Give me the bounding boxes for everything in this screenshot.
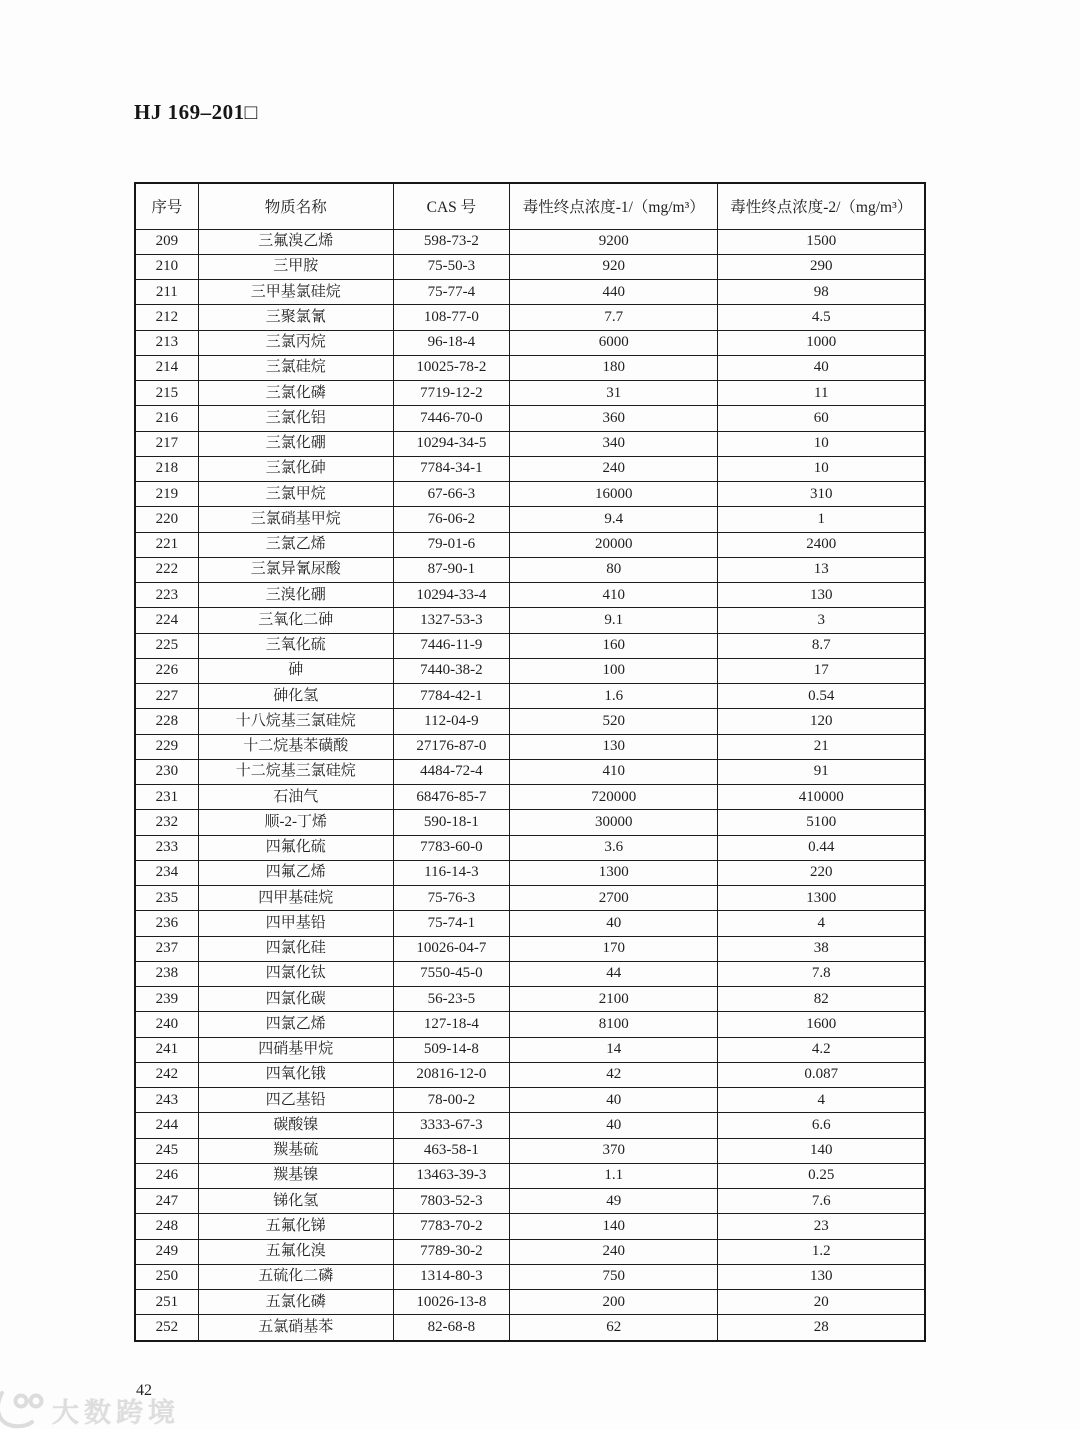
row-index-cell: 237 — [135, 936, 198, 961]
table-row — [135, 1037, 925, 1062]
substance-name-cell: 三氯硝基甲烷 — [198, 507, 393, 532]
substance-name-cell: 四硝基甲烷 — [198, 1037, 393, 1062]
cas-number-cell: 79-01-6 — [393, 532, 509, 557]
table-row — [135, 684, 925, 709]
row-index-cell: 235 — [135, 886, 198, 911]
toxicity-endpoint-2-cell: 91 — [718, 759, 925, 784]
row-index-cell: 220 — [135, 507, 198, 532]
cas-number-cell: 13463-39-3 — [393, 1163, 509, 1188]
toxicity-endpoint-2-cell: 0.087 — [718, 1062, 925, 1087]
substance-name-cell: 四氯化碳 — [198, 987, 393, 1012]
substance-name-cell: 三氧化硫 — [198, 633, 393, 658]
toxicity-endpoint-1-cell: 9.4 — [509, 507, 718, 532]
row-index-cell: 210 — [135, 254, 198, 279]
substance-name-cell: 五硫化二磷 — [198, 1264, 393, 1289]
toxicity-endpoint-1-cell: 2100 — [509, 987, 718, 1012]
row-index-cell: 224 — [135, 608, 198, 633]
toxicity-endpoint-2-cell: 4.5 — [718, 305, 925, 330]
substance-name-cell: 十八烷基三氯硅烷 — [198, 709, 393, 734]
toxicity-endpoint-2-cell: 310 — [718, 482, 925, 507]
row-index-cell: 229 — [135, 734, 198, 759]
row-index-cell: 245 — [135, 1138, 198, 1163]
toxicity-endpoint-2-cell: 0.25 — [718, 1163, 925, 1188]
toxicity-endpoint-1-cell: 3.6 — [509, 835, 718, 860]
row-index-cell: 244 — [135, 1113, 198, 1138]
row-index-cell: 221 — [135, 532, 198, 557]
cas-number-cell: 20816-12-0 — [393, 1062, 509, 1087]
substance-name-cell: 四氯乙烯 — [198, 1012, 393, 1037]
table-row — [135, 886, 925, 911]
row-index-cell: 241 — [135, 1037, 198, 1062]
cas-number-cell: 7550-45-0 — [393, 961, 509, 986]
toxicity-endpoint-2-cell: 130 — [718, 1264, 925, 1289]
row-index-cell: 227 — [135, 684, 198, 709]
cas-number-cell: 108-77-0 — [393, 305, 509, 330]
cas-number-cell: 598-73-2 — [393, 229, 509, 254]
substance-name-cell: 五氯化磷 — [198, 1290, 393, 1315]
substance-name-cell: 锑化氢 — [198, 1189, 393, 1214]
table-row — [135, 583, 925, 608]
toxicity-endpoint-2-cell: 1500 — [718, 229, 925, 254]
row-index-cell: 225 — [135, 633, 198, 658]
row-index-cell: 214 — [135, 355, 198, 380]
toxicity-endpoint-2-cell: 13 — [718, 557, 925, 582]
cas-number-cell: 96-18-4 — [393, 330, 509, 355]
toxicity-endpoint-1-cell: 2700 — [509, 886, 718, 911]
cas-number-cell: 10026-13-8 — [393, 1290, 509, 1315]
table-row — [135, 835, 925, 860]
substance-name-cell: 四甲基硅烷 — [198, 886, 393, 911]
table-row — [135, 658, 925, 683]
row-index-cell: 230 — [135, 759, 198, 784]
table-row — [135, 280, 925, 305]
substance-name-cell: 羰基硫 — [198, 1138, 393, 1163]
row-index-cell: 211 — [135, 280, 198, 305]
table-row — [135, 229, 925, 254]
table-row — [135, 1113, 925, 1138]
cas-number-cell: 75-74-1 — [393, 911, 509, 936]
row-index-cell: 249 — [135, 1239, 198, 1264]
table-row — [135, 709, 925, 734]
toxicity-endpoint-1-cell: 7.7 — [509, 305, 718, 330]
cas-number-cell: 7784-34-1 — [393, 456, 509, 481]
row-index-cell: 243 — [135, 1088, 198, 1113]
toxicity-endpoint-2-cell: 1000 — [718, 330, 925, 355]
toxicity-endpoint-2-cell: 98 — [718, 280, 925, 305]
toxicity-endpoint-1-cell: 40 — [509, 911, 718, 936]
table-row — [135, 482, 925, 507]
toxicity-endpoint-1-cell: 410 — [509, 583, 718, 608]
substance-name-cell: 石油气 — [198, 785, 393, 810]
toxicity-endpoint-1-cell: 9.1 — [509, 608, 718, 633]
substance-name-cell: 五氯硝基苯 — [198, 1315, 393, 1341]
substance-name-cell: 三氟溴乙烯 — [198, 229, 393, 254]
cas-number-cell: 75-77-4 — [393, 280, 509, 305]
toxicity-endpoint-2-cell: 1.2 — [718, 1239, 925, 1264]
table-row — [135, 1239, 925, 1264]
substance-name-cell: 四乙基铅 — [198, 1088, 393, 1113]
toxicity-endpoint-1-cell: 42 — [509, 1062, 718, 1087]
table-row — [135, 381, 925, 406]
toxicity-endpoint-2-cell: 3 — [718, 608, 925, 633]
table-header-row — [135, 183, 925, 229]
substance-name-cell: 四甲基铅 — [198, 911, 393, 936]
toxicity-endpoint-2-cell: 40 — [718, 355, 925, 380]
table-row — [135, 734, 925, 759]
cas-number-cell: 10294-34-5 — [393, 431, 509, 456]
toxicity-endpoint-1-cell: 40 — [509, 1113, 718, 1138]
row-index-cell: 217 — [135, 431, 198, 456]
watermark-text: 大数跨境 — [52, 1397, 180, 1428]
toxicity-endpoint-1-cell: 140 — [509, 1214, 718, 1239]
cas-number-cell: 7783-70-2 — [393, 1214, 509, 1239]
toxicity-endpoint-1-cell: 520 — [509, 709, 718, 734]
row-index-cell: 232 — [135, 810, 198, 835]
row-index-cell: 251 — [135, 1290, 198, 1315]
cas-number-cell: 509-14-8 — [393, 1037, 509, 1062]
substance-name-cell: 顺-2-丁烯 — [198, 810, 393, 835]
toxicity-endpoint-1-cell: 160 — [509, 633, 718, 658]
table-row — [135, 1088, 925, 1113]
row-index-cell: 233 — [135, 835, 198, 860]
cas-number-cell: 7803-52-3 — [393, 1189, 509, 1214]
row-index-cell: 240 — [135, 1012, 198, 1037]
cas-number-cell: 116-14-3 — [393, 860, 509, 885]
row-index-cell: 238 — [135, 961, 198, 986]
toxicity-endpoint-1-cell: 1300 — [509, 860, 718, 885]
table-row — [135, 810, 925, 835]
table-row — [135, 860, 925, 885]
row-index-cell: 242 — [135, 1062, 198, 1087]
cas-number-cell: 7446-70-0 — [393, 406, 509, 431]
substance-name-cell: 四氟化硫 — [198, 835, 393, 860]
toxicity-endpoint-2-cell: 7.8 — [718, 961, 925, 986]
cas-number-cell: 590-18-1 — [393, 810, 509, 835]
page-number: 42 — [136, 1382, 152, 1399]
toxicity-endpoint-2-cell: 6.6 — [718, 1113, 925, 1138]
table-row — [135, 330, 925, 355]
row-index-cell: 231 — [135, 785, 198, 810]
table-row — [135, 785, 925, 810]
toxicity-endpoint-1-cell: 30000 — [509, 810, 718, 835]
toxicity-endpoint-2-cell: 20 — [718, 1290, 925, 1315]
page-footer — [0, 1378, 400, 1429]
cas-number-cell: 112-04-9 — [393, 709, 509, 734]
toxicity-endpoint-2-cell: 130 — [718, 583, 925, 608]
header-toxicity-endpoint-1: 毒性终点浓度-1/（mg/m³） — [509, 183, 718, 229]
table-row — [135, 1189, 925, 1214]
toxicity-endpoint-1-cell: 240 — [509, 1239, 718, 1264]
row-index-cell: 239 — [135, 987, 198, 1012]
toxicity-endpoint-1-cell: 16000 — [509, 482, 718, 507]
cas-number-cell: 7719-12-2 — [393, 381, 509, 406]
toxicity-endpoint-1-cell: 370 — [509, 1138, 718, 1163]
toxicity-endpoint-1-cell: 920 — [509, 254, 718, 279]
table-row — [135, 406, 925, 431]
cas-number-cell: 1314-80-3 — [393, 1264, 509, 1289]
cas-number-cell: 10026-04-7 — [393, 936, 509, 961]
toxicity-endpoint-1-cell: 8100 — [509, 1012, 718, 1037]
toxicity-endpoint-2-cell: 10 — [718, 456, 925, 481]
toxicity-endpoint-1-cell: 440 — [509, 280, 718, 305]
toxicity-endpoint-1-cell: 130 — [509, 734, 718, 759]
toxicity-endpoint-2-cell: 38 — [718, 936, 925, 961]
table-row — [135, 532, 925, 557]
table-row — [135, 1315, 925, 1341]
toxicity-endpoint-1-cell: 180 — [509, 355, 718, 380]
toxicity-endpoint-2-cell: 4.2 — [718, 1037, 925, 1062]
cas-number-cell: 127-18-4 — [393, 1012, 509, 1037]
toxicity-endpoint-2-cell: 0.54 — [718, 684, 925, 709]
cas-number-cell: 7446-11-9 — [393, 633, 509, 658]
table-row — [135, 936, 925, 961]
toxicity-endpoint-2-cell: 21 — [718, 734, 925, 759]
toxicity-endpoint-2-cell: 1300 — [718, 886, 925, 911]
toxicity-endpoint-2-cell: 17 — [718, 658, 925, 683]
toxicity-endpoint-2-cell: 4 — [718, 1088, 925, 1113]
table-row — [135, 911, 925, 936]
row-index-cell: 219 — [135, 482, 198, 507]
toxicity-endpoint-table — [134, 182, 926, 1342]
row-index-cell: 246 — [135, 1163, 198, 1188]
toxicity-endpoint-2-cell: 5100 — [718, 810, 925, 835]
cas-number-cell: 68476-85-7 — [393, 785, 509, 810]
table-row — [135, 254, 925, 279]
row-index-cell: 234 — [135, 860, 198, 885]
watermark — [2, 1390, 180, 1429]
substance-name-cell: 碳酸镍 — [198, 1113, 393, 1138]
row-index-cell: 212 — [135, 305, 198, 330]
substance-name-cell: 羰基镍 — [198, 1163, 393, 1188]
row-index-cell: 209 — [135, 229, 198, 254]
table-row — [135, 608, 925, 633]
substance-name-cell: 三氯硅烷 — [198, 355, 393, 380]
row-index-cell: 215 — [135, 381, 198, 406]
toxicity-endpoint-1-cell: 80 — [509, 557, 718, 582]
toxicity-endpoint-2-cell: 410000 — [718, 785, 925, 810]
substance-name-cell: 三氯化硼 — [198, 431, 393, 456]
substance-name-cell: 四氯化硅 — [198, 936, 393, 961]
table-row — [135, 456, 925, 481]
toxicity-endpoint-2-cell: 11 — [718, 381, 925, 406]
toxicity-endpoint-1-cell: 6000 — [509, 330, 718, 355]
table-row — [135, 961, 925, 986]
cas-number-cell: 7784-42-1 — [393, 684, 509, 709]
row-index-cell: 226 — [135, 658, 198, 683]
header-cas-number: CAS 号 — [393, 183, 509, 229]
toxicity-endpoint-2-cell: 290 — [718, 254, 925, 279]
table-row — [135, 633, 925, 658]
toxicity-endpoint-1-cell: 720000 — [509, 785, 718, 810]
toxicity-endpoint-2-cell: 140 — [718, 1138, 925, 1163]
toxicity-endpoint-1-cell: 170 — [509, 936, 718, 961]
row-index-cell: 222 — [135, 557, 198, 582]
cas-number-cell: 463-58-1 — [393, 1138, 509, 1163]
cas-number-cell: 27176-87-0 — [393, 734, 509, 759]
toxicity-endpoint-1-cell: 62 — [509, 1315, 718, 1341]
toxicity-endpoint-1-cell: 9200 — [509, 229, 718, 254]
row-index-cell: 252 — [135, 1315, 198, 1341]
substance-name-cell: 砷化氢 — [198, 684, 393, 709]
table-row — [135, 987, 925, 1012]
cas-number-cell: 87-90-1 — [393, 557, 509, 582]
table-row — [135, 557, 925, 582]
substance-name-cell: 三氯化铝 — [198, 406, 393, 431]
toxicity-endpoint-2-cell: 7.6 — [718, 1189, 925, 1214]
toxicity-endpoint-2-cell: 23 — [718, 1214, 925, 1239]
toxicity-endpoint-2-cell: 2400 — [718, 532, 925, 557]
toxicity-endpoint-1-cell: 1.6 — [509, 684, 718, 709]
header-serial-number: 序号 — [135, 183, 198, 229]
cas-number-cell: 75-76-3 — [393, 886, 509, 911]
toxicity-endpoint-2-cell: 60 — [718, 406, 925, 431]
watermark-logo-icon — [0, 1390, 46, 1429]
row-index-cell: 228 — [135, 709, 198, 734]
toxicity-endpoint-2-cell: 28 — [718, 1315, 925, 1341]
substance-name-cell: 三甲胺 — [198, 254, 393, 279]
toxicity-endpoint-1-cell: 49 — [509, 1189, 718, 1214]
toxicity-endpoint-2-cell: 120 — [718, 709, 925, 734]
toxicity-endpoint-1-cell: 1.1 — [509, 1163, 718, 1188]
header-toxicity-endpoint-2: 毒性终点浓度-2/（mg/m³） — [718, 183, 925, 229]
toxicity-endpoint-1-cell: 240 — [509, 456, 718, 481]
toxicity-endpoint-1-cell: 360 — [509, 406, 718, 431]
substance-name-cell: 十二烷基苯磺酸 — [198, 734, 393, 759]
cas-number-cell: 3333-67-3 — [393, 1113, 509, 1138]
substance-name-cell: 三氯异氰尿酸 — [198, 557, 393, 582]
row-index-cell: 213 — [135, 330, 198, 355]
toxicity-endpoint-2-cell: 8.7 — [718, 633, 925, 658]
table-row — [135, 1214, 925, 1239]
cas-number-cell: 82-68-8 — [393, 1315, 509, 1341]
substance-name-cell: 五氟化锑 — [198, 1214, 393, 1239]
table-row — [135, 507, 925, 532]
toxicity-endpoint-1-cell: 100 — [509, 658, 718, 683]
toxicity-endpoint-1-cell: 14 — [509, 1037, 718, 1062]
cas-number-cell: 1327-53-3 — [393, 608, 509, 633]
toxicity-endpoint-1-cell: 31 — [509, 381, 718, 406]
table-body — [135, 229, 925, 1341]
substance-name-cell: 三氯化砷 — [198, 456, 393, 481]
toxicity-endpoint-2-cell: 82 — [718, 987, 925, 1012]
substance-name-cell: 砷 — [198, 658, 393, 683]
substance-name-cell: 四氟乙烯 — [198, 860, 393, 885]
cas-number-cell: 7440-38-2 — [393, 658, 509, 683]
header-substance-name: 物质名称 — [198, 183, 393, 229]
substance-name-cell: 三氯甲烷 — [198, 482, 393, 507]
toxicity-endpoint-1-cell: 410 — [509, 759, 718, 784]
table-row — [135, 1264, 925, 1289]
substance-name-cell: 四氧化锇 — [198, 1062, 393, 1087]
table-row — [135, 1138, 925, 1163]
table-row — [135, 1012, 925, 1037]
cas-number-cell: 7783-60-0 — [393, 835, 509, 860]
toxicity-endpoint-2-cell: 0.44 — [718, 835, 925, 860]
row-index-cell: 218 — [135, 456, 198, 481]
substance-name-cell: 十二烷基三氯硅烷 — [198, 759, 393, 784]
table-row — [135, 1290, 925, 1315]
cas-number-cell: 75-50-3 — [393, 254, 509, 279]
toxicity-endpoint-1-cell: 340 — [509, 431, 718, 456]
toxicity-endpoint-2-cell: 4 — [718, 911, 925, 936]
table-row — [135, 355, 925, 380]
toxicity-endpoint-1-cell: 750 — [509, 1264, 718, 1289]
row-index-cell: 248 — [135, 1214, 198, 1239]
substance-name-cell: 三甲基氯硅烷 — [198, 280, 393, 305]
row-index-cell: 216 — [135, 406, 198, 431]
toxicity-endpoint-1-cell: 20000 — [509, 532, 718, 557]
toxicity-endpoint-1-cell: 44 — [509, 961, 718, 986]
cas-number-cell: 56-23-5 — [393, 987, 509, 1012]
cas-number-cell: 7789-30-2 — [393, 1239, 509, 1264]
toxicity-endpoint-1-cell: 40 — [509, 1088, 718, 1113]
doc-code-heading: HJ 169–201□ — [134, 100, 258, 124]
row-index-cell: 250 — [135, 1264, 198, 1289]
substance-name-cell: 三聚氯氰 — [198, 305, 393, 330]
toxicity-endpoint-1-cell: 200 — [509, 1290, 718, 1315]
toxicity-endpoint-2-cell: 10 — [718, 431, 925, 456]
substance-name-cell: 三溴化硼 — [198, 583, 393, 608]
cas-number-cell: 4484-72-4 — [393, 759, 509, 784]
substance-name-cell: 四氯化钛 — [198, 961, 393, 986]
toxicity-endpoint-2-cell: 1600 — [718, 1012, 925, 1037]
table-row — [135, 1163, 925, 1188]
table-row — [135, 431, 925, 456]
cas-number-cell: 10025-78-2 — [393, 355, 509, 380]
row-index-cell: 247 — [135, 1189, 198, 1214]
cas-number-cell: 76-06-2 — [393, 507, 509, 532]
toxicity-endpoint-2-cell: 220 — [718, 860, 925, 885]
cas-number-cell: 78-00-2 — [393, 1088, 509, 1113]
table-row — [135, 1062, 925, 1087]
cas-number-cell: 10294-33-4 — [393, 583, 509, 608]
substance-name-cell: 三氧化二砷 — [198, 608, 393, 633]
cas-number-cell: 67-66-3 — [393, 482, 509, 507]
row-index-cell: 223 — [135, 583, 198, 608]
table-row — [135, 305, 925, 330]
substance-name-cell: 三氯化磷 — [198, 381, 393, 406]
toxicity-endpoint-2-cell: 1 — [718, 507, 925, 532]
substance-name-cell: 三氯乙烯 — [198, 532, 393, 557]
row-index-cell: 236 — [135, 911, 198, 936]
substance-name-cell: 三氯丙烷 — [198, 330, 393, 355]
table-row — [135, 759, 925, 784]
substance-name-cell: 五氟化溴 — [198, 1239, 393, 1264]
